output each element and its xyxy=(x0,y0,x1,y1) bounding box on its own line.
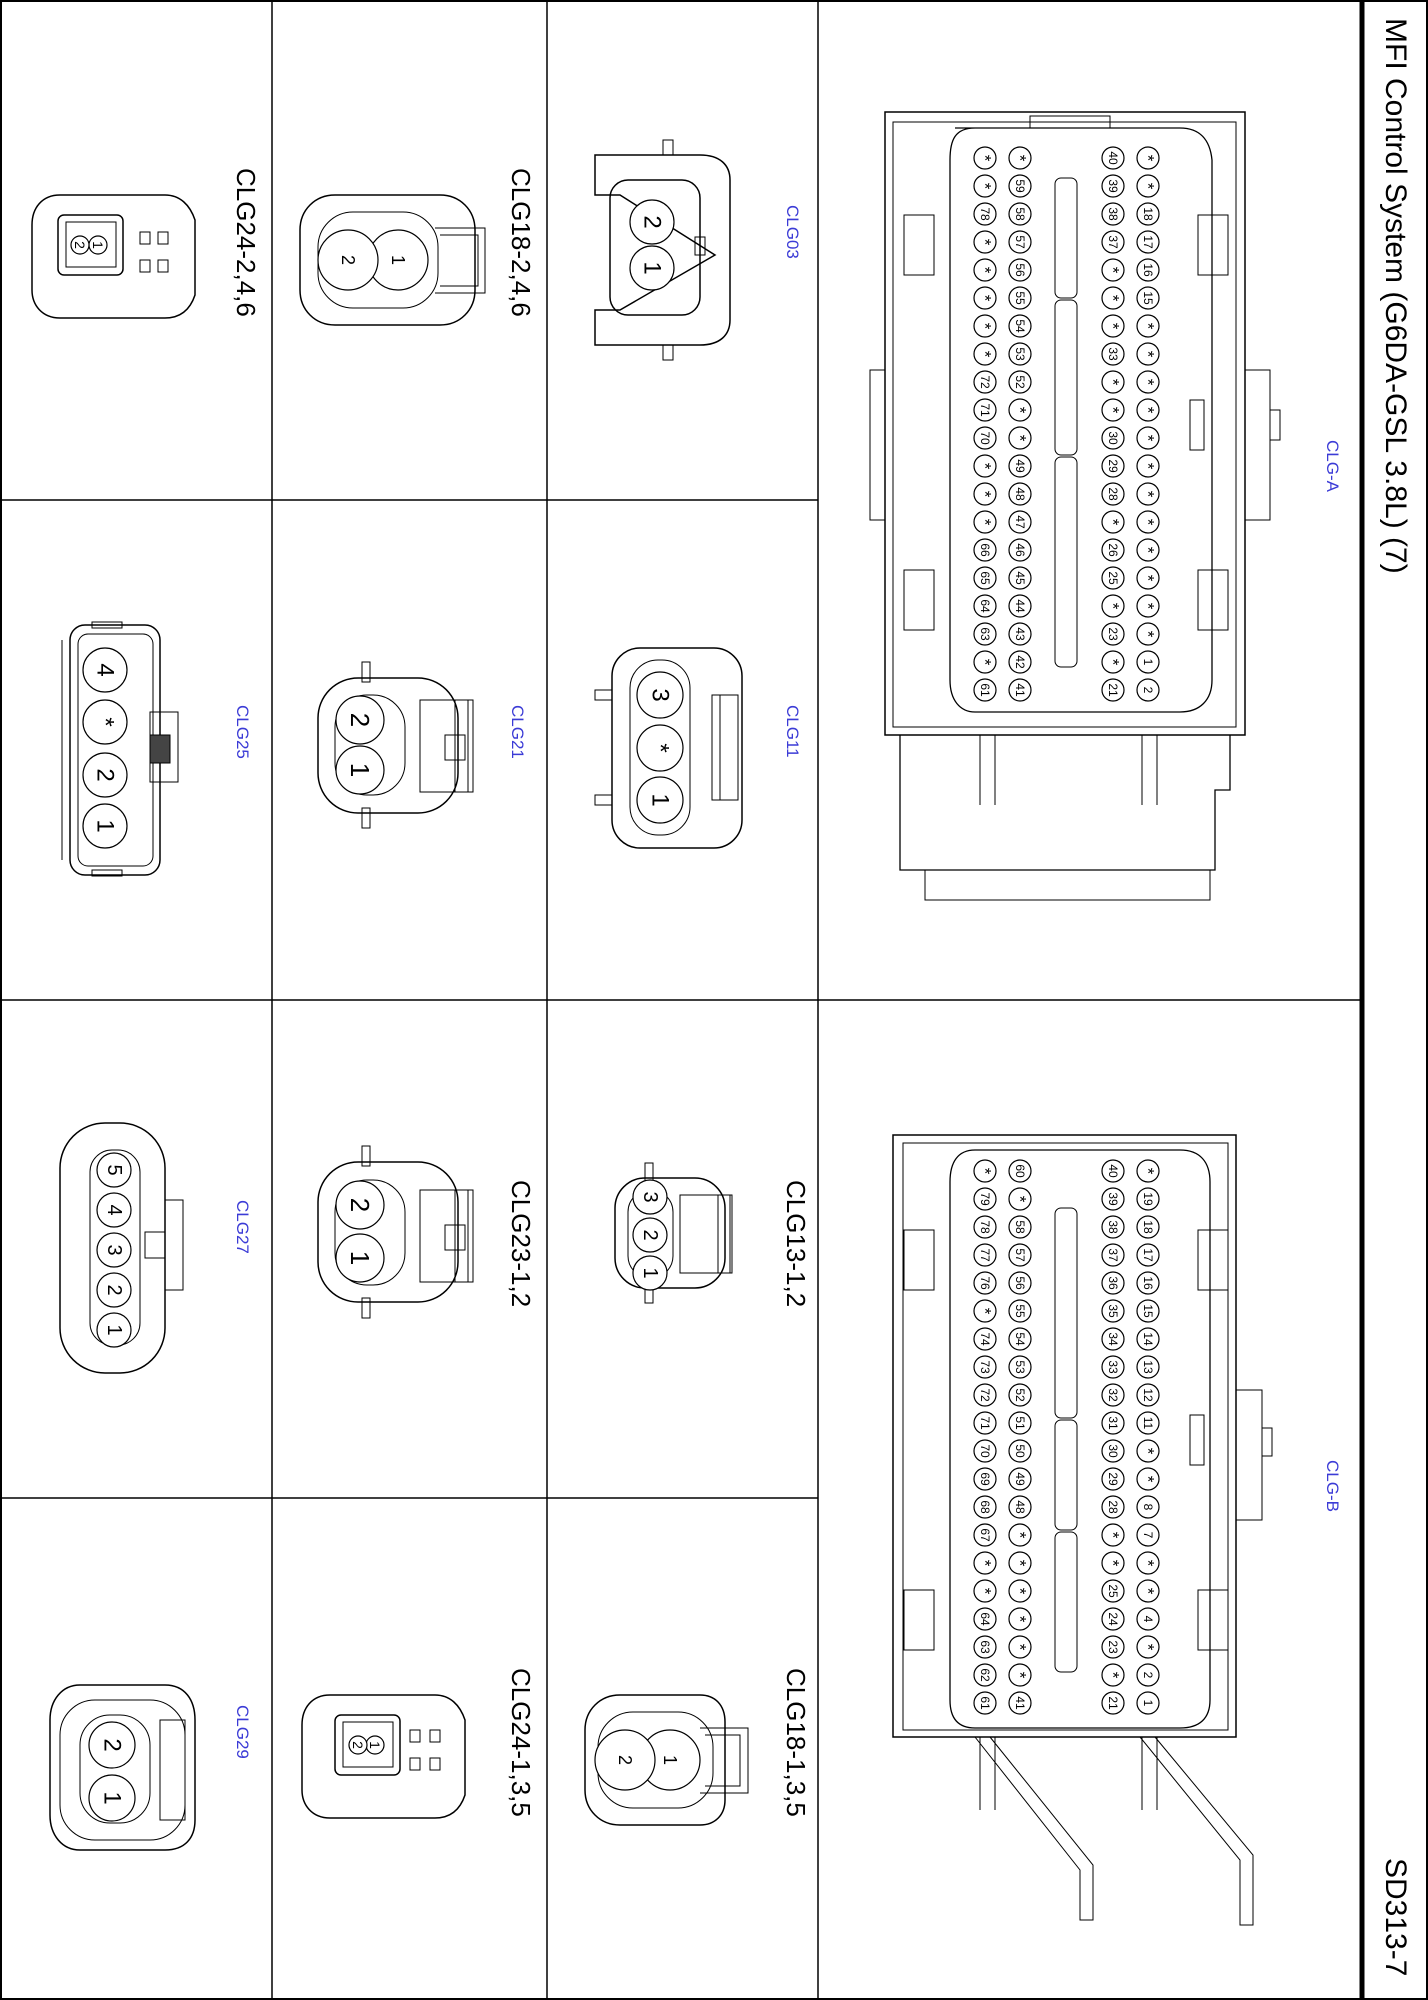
pin-number: * xyxy=(1010,154,1030,162)
pin-number: 35 xyxy=(1106,1304,1120,1318)
pin-number: * xyxy=(1103,322,1123,330)
pin-number: 72 xyxy=(978,375,992,389)
pin-number: 1 xyxy=(1141,1699,1155,1707)
pin-number: 71 xyxy=(978,403,992,417)
pin-number: 24 xyxy=(1106,1612,1120,1626)
pin-number: * xyxy=(1138,378,1158,386)
pin-number: 74 xyxy=(978,1332,992,1346)
pin-number: 3 xyxy=(103,1244,125,1256)
pin-number: 64 xyxy=(978,1612,992,1626)
pin-number: 73 xyxy=(978,1360,992,1374)
pin-number: * xyxy=(1138,602,1158,610)
connector-clg25 xyxy=(62,622,252,876)
connector-label-clg23: CLG23-1,2 xyxy=(506,1180,536,1308)
pin-number: 41 xyxy=(1013,683,1027,697)
pin-number: 1 xyxy=(660,1754,680,1766)
pin-number: 29 xyxy=(1106,1472,1120,1486)
pin-number: * xyxy=(1138,1475,1158,1483)
connector-clg23 xyxy=(318,1146,536,1318)
pin-number: * xyxy=(91,717,119,727)
pin-number: 4 xyxy=(103,1204,125,1216)
pin-number: * xyxy=(975,266,995,274)
clg-a-housing xyxy=(885,112,1245,735)
pin-number: 2 xyxy=(72,241,88,249)
pin-number: 46 xyxy=(1013,543,1027,557)
pin-number: 1 xyxy=(345,1250,375,1266)
pin-number: 66 xyxy=(978,543,992,557)
pin-number: 30 xyxy=(1106,1444,1120,1458)
pin-number: 19 xyxy=(1141,1192,1155,1206)
pin-number: 18 xyxy=(1141,1220,1155,1234)
clg24-1-3-5-pin-field xyxy=(349,1736,384,1754)
pin-number: 2 xyxy=(345,1197,375,1213)
pin-number: 71 xyxy=(978,1416,992,1430)
pin-number: * xyxy=(1103,406,1123,414)
connector-label-clg11: CLG11 xyxy=(783,705,802,758)
pin-number: 55 xyxy=(1013,291,1027,305)
pin-number: 57 xyxy=(1013,235,1027,249)
pin-number: 14 xyxy=(1141,1332,1155,1346)
pin-number: 55 xyxy=(1013,1304,1027,1318)
pin-number: * xyxy=(1103,658,1123,666)
pin-number: * xyxy=(1103,266,1123,274)
pin-number: * xyxy=(1103,518,1123,526)
pin-number: 1 xyxy=(388,254,408,266)
pin-number: 70 xyxy=(978,431,992,445)
connector-clg27 xyxy=(60,1123,252,1373)
clg23-pin-field xyxy=(336,1181,384,1282)
pin-number: * xyxy=(1103,1559,1123,1567)
connector-clg-a xyxy=(870,112,1342,900)
pin-number: 77 xyxy=(978,1248,992,1262)
connector-clg18-1-3-5 xyxy=(585,1668,811,1825)
pin-number: * xyxy=(975,462,995,470)
connector-label-clg-a: CLG-A xyxy=(1323,440,1342,492)
clg11-pin-field xyxy=(637,672,683,823)
pin-number: 2 xyxy=(91,768,119,782)
pin-number: 2 xyxy=(98,1738,126,1752)
pin-number: * xyxy=(975,182,995,190)
pin-number: * xyxy=(1138,1167,1158,1175)
pin-number: * xyxy=(1103,294,1123,302)
pin-number: * xyxy=(1010,1587,1030,1595)
pin-number: 65 xyxy=(978,571,992,585)
pin-number: * xyxy=(1138,518,1158,526)
pin-number: * xyxy=(975,658,995,666)
pin-number: * xyxy=(1010,1643,1030,1651)
pin-number: 60 xyxy=(1013,1164,1027,1178)
pin-number: * xyxy=(1138,350,1158,358)
pin-number: * xyxy=(1010,1195,1030,1203)
pin-number: 47 xyxy=(1013,515,1027,529)
pin-number: 5 xyxy=(103,1164,125,1176)
connector-clg29 xyxy=(50,1685,252,1850)
pin-number: 33 xyxy=(1106,1360,1120,1374)
pin-number: 37 xyxy=(1106,1248,1120,1262)
pin-number: * xyxy=(1103,1671,1123,1679)
pin-number: 2 xyxy=(1141,1671,1155,1679)
connector-label-clg24-1-3-5: CLG24-1,3,5 xyxy=(506,1668,536,1817)
pin-number: 58 xyxy=(1013,1220,1027,1234)
clg13-pin-field xyxy=(633,1180,667,1290)
pin-number: 72 xyxy=(978,1388,992,1402)
pin-number: 2 xyxy=(338,254,358,266)
pin-number: * xyxy=(975,322,995,330)
pin-number: * xyxy=(975,1587,995,1595)
pin-number: 34 xyxy=(1106,1332,1120,1346)
pin-number: * xyxy=(1138,490,1158,498)
pin-number: 2 xyxy=(350,1741,366,1749)
pin-number: 61 xyxy=(978,683,992,697)
clg18-2-4-6-pin-field xyxy=(318,230,428,290)
clg27-pin-field xyxy=(97,1153,131,1347)
pin-number: 61 xyxy=(978,1696,992,1710)
clg03-pin-field xyxy=(630,200,674,290)
pin-number: * xyxy=(975,1307,995,1315)
pin-number: 79 xyxy=(978,1192,992,1206)
pin-number: 42 xyxy=(1013,655,1027,669)
pin-number: 41 xyxy=(1013,1696,1027,1710)
pin-number: 64 xyxy=(978,599,992,613)
clg24-2-4-6-pin-field xyxy=(71,236,107,254)
pin-number: 7 xyxy=(1141,1531,1155,1539)
pin-number: * xyxy=(1010,1615,1030,1623)
pin-number: * xyxy=(1138,182,1158,190)
pin-number: 38 xyxy=(1106,207,1120,221)
pin-number: 53 xyxy=(1013,1360,1027,1374)
pin-number: 67 xyxy=(978,1528,992,1542)
pin-number: 1 xyxy=(90,241,106,249)
pin-number: 21 xyxy=(1106,683,1120,697)
connector-clg13 xyxy=(615,1163,811,1307)
pin-number: 2 xyxy=(638,215,666,229)
pin-number: 51 xyxy=(1013,1416,1027,1430)
pin-number: 32 xyxy=(1106,1388,1120,1402)
pin-number: * xyxy=(1138,1559,1158,1567)
pin-number: 2 xyxy=(103,1284,125,1296)
pin-number: 23 xyxy=(1106,627,1120,641)
pin-number: 50 xyxy=(1013,1444,1027,1458)
pin-number: * xyxy=(1138,462,1158,470)
pin-number: 23 xyxy=(1106,1640,1120,1654)
pin-number: 40 xyxy=(1106,151,1120,165)
pin-number: 45 xyxy=(1013,571,1027,585)
pin-number: * xyxy=(975,1167,995,1175)
pin-number: 3 xyxy=(639,1191,661,1203)
pin-number: 70 xyxy=(978,1444,992,1458)
connector-label-clg13: CLG13-1,2 xyxy=(781,1180,811,1308)
pin-number: 2 xyxy=(639,1229,661,1241)
connector-label-clg03: CLG03 xyxy=(783,205,802,259)
pin-number: 4 xyxy=(1141,1615,1155,1623)
pin-number: 26 xyxy=(1106,543,1120,557)
pin-number: 59 xyxy=(1013,179,1027,193)
page-code: SD313-7 xyxy=(1379,1858,1412,1977)
pin-number: 39 xyxy=(1106,179,1120,193)
pin-number: * xyxy=(1138,434,1158,442)
clg18-1-3-5-pin-field xyxy=(595,1730,700,1790)
pin-number: 12 xyxy=(1141,1388,1155,1402)
pin-number: 11 xyxy=(1141,1416,1155,1430)
connector-clg03 xyxy=(595,140,802,360)
pin-number: 52 xyxy=(1013,1388,1027,1402)
pin-number: 68 xyxy=(978,1500,992,1514)
pin-number: * xyxy=(646,743,674,753)
pin-number: 29 xyxy=(1106,459,1120,473)
pin-number: 78 xyxy=(978,207,992,221)
pin-number: * xyxy=(1010,1671,1030,1679)
connector-label-clg25: CLG25 xyxy=(233,705,252,759)
pin-number: * xyxy=(1138,1447,1158,1455)
pin-number: * xyxy=(975,518,995,526)
pin-number: 1 xyxy=(367,1741,383,1749)
pin-number: 2 xyxy=(615,1754,635,1766)
pin-number: * xyxy=(1010,1531,1030,1539)
pin-number: 1 xyxy=(638,261,666,275)
connector-clg21 xyxy=(318,662,527,828)
pin-number: * xyxy=(1010,406,1030,414)
pin-number: * xyxy=(975,294,995,302)
pin-number: 38 xyxy=(1106,1220,1120,1234)
pin-number: * xyxy=(1138,1587,1158,1595)
pin-number: 1 xyxy=(345,762,375,778)
pin-number: 28 xyxy=(1106,1500,1120,1514)
pin-number: * xyxy=(1138,574,1158,582)
pin-number: 63 xyxy=(978,1640,992,1654)
pin-number: 57 xyxy=(1013,1248,1027,1262)
connector-label-clg24-2-4-6: CLG24-2,4,6 xyxy=(231,168,261,317)
pin-number: 48 xyxy=(1013,487,1027,501)
pin-number: 53 xyxy=(1013,347,1027,361)
pin-number: 28 xyxy=(1106,487,1120,501)
pin-number: 1 xyxy=(646,793,674,807)
pin-number: 69 xyxy=(978,1472,992,1486)
pin-number: 43 xyxy=(1013,627,1027,641)
pin-number: 16 xyxy=(1141,1276,1155,1290)
connector-clg24-2-4-6 xyxy=(32,168,261,318)
pin-number: 37 xyxy=(1106,235,1120,249)
pin-number: 15 xyxy=(1141,291,1155,305)
pin-number: 1 xyxy=(639,1267,661,1279)
clg29-pin-field xyxy=(89,1722,135,1821)
pin-number: * xyxy=(975,238,995,246)
clg-a-pin-field xyxy=(974,147,1159,701)
pin-number: 58 xyxy=(1013,207,1027,221)
pin-number: 63 xyxy=(978,627,992,641)
pin-number: * xyxy=(1138,630,1158,638)
pin-number: 44 xyxy=(1013,599,1027,613)
connector-clg24-1-3-5 xyxy=(302,1668,536,1818)
pin-number: 31 xyxy=(1106,1416,1120,1430)
pin-number: 25 xyxy=(1106,571,1120,585)
pin-number: 62 xyxy=(978,1668,992,1682)
pin-number: 54 xyxy=(1013,319,1027,333)
pin-number: 56 xyxy=(1013,1276,1027,1290)
pin-number: * xyxy=(1103,378,1123,386)
pin-number: * xyxy=(975,350,995,358)
pin-number: * xyxy=(1010,434,1030,442)
pin-number: 52 xyxy=(1013,375,1027,389)
pin-number: 1 xyxy=(1141,658,1155,666)
pin-number: 4 xyxy=(91,663,119,677)
pin-number: 33 xyxy=(1106,347,1120,361)
pin-number: * xyxy=(1103,602,1123,610)
connector-label-clg21: CLG21 xyxy=(508,705,527,759)
pin-number: 78 xyxy=(978,1220,992,1234)
pin-number: 36 xyxy=(1106,1276,1120,1290)
pin-number: 3 xyxy=(646,688,674,702)
pin-number: 54 xyxy=(1013,1332,1027,1346)
pin-number: 49 xyxy=(1013,459,1027,473)
pin-number: 8 xyxy=(1141,1503,1155,1511)
clg-b-pin-field xyxy=(974,1160,1159,1714)
pin-number: 2 xyxy=(1141,686,1155,694)
connector-clg18-2-4-6 xyxy=(300,168,536,325)
connector-label-clg18-1-3-5: CLG18-1,3,5 xyxy=(781,1668,811,1817)
pin-number: 17 xyxy=(1141,235,1155,249)
connector-clg-b xyxy=(893,1135,1342,1925)
connector-label-clg29: CLG29 xyxy=(233,1705,252,1759)
pin-number: * xyxy=(975,1559,995,1567)
pin-number: * xyxy=(1103,1531,1123,1539)
pin-number: 49 xyxy=(1013,1472,1027,1486)
page-title: MFI Control System (G6DA-GSL 3.8L) (7) xyxy=(1379,18,1412,574)
connector-clg11 xyxy=(595,648,802,848)
pin-number: 1 xyxy=(103,1324,125,1336)
pin-number: 2 xyxy=(345,712,375,728)
pin-number: 40 xyxy=(1106,1164,1120,1178)
connector-label-clg27: CLG27 xyxy=(233,1200,252,1254)
pin-number: 56 xyxy=(1013,263,1027,277)
pin-number: * xyxy=(1138,322,1158,330)
pin-number: 30 xyxy=(1106,431,1120,445)
pin-number: 1 xyxy=(98,1791,126,1805)
pin-number: * xyxy=(975,154,995,162)
connector-label-clg-b: CLG-B xyxy=(1323,1460,1342,1512)
clg21-pin-field xyxy=(336,696,384,794)
pin-number: 76 xyxy=(978,1276,992,1290)
pin-number: 16 xyxy=(1141,263,1155,277)
connector-label-clg18-2-4-6: CLG18-2,4,6 xyxy=(506,168,536,317)
clg25-pin-field xyxy=(83,648,127,848)
pin-number: 48 xyxy=(1013,1500,1027,1514)
pin-number: * xyxy=(1138,546,1158,554)
pin-number: 21 xyxy=(1106,1696,1120,1710)
pin-number: 15 xyxy=(1141,1304,1155,1318)
pin-number: * xyxy=(1138,154,1158,162)
pin-number: * xyxy=(1138,406,1158,414)
pin-number: * xyxy=(1010,1559,1030,1567)
pin-number: 17 xyxy=(1141,1248,1155,1262)
pin-number: 13 xyxy=(1141,1360,1155,1374)
pin-number: 25 xyxy=(1106,1584,1120,1598)
pin-number: * xyxy=(1138,1643,1158,1651)
pin-number: 1 xyxy=(91,819,119,833)
pin-number: 39 xyxy=(1106,1192,1120,1206)
pin-number: * xyxy=(975,490,995,498)
pin-number: 18 xyxy=(1141,207,1155,221)
